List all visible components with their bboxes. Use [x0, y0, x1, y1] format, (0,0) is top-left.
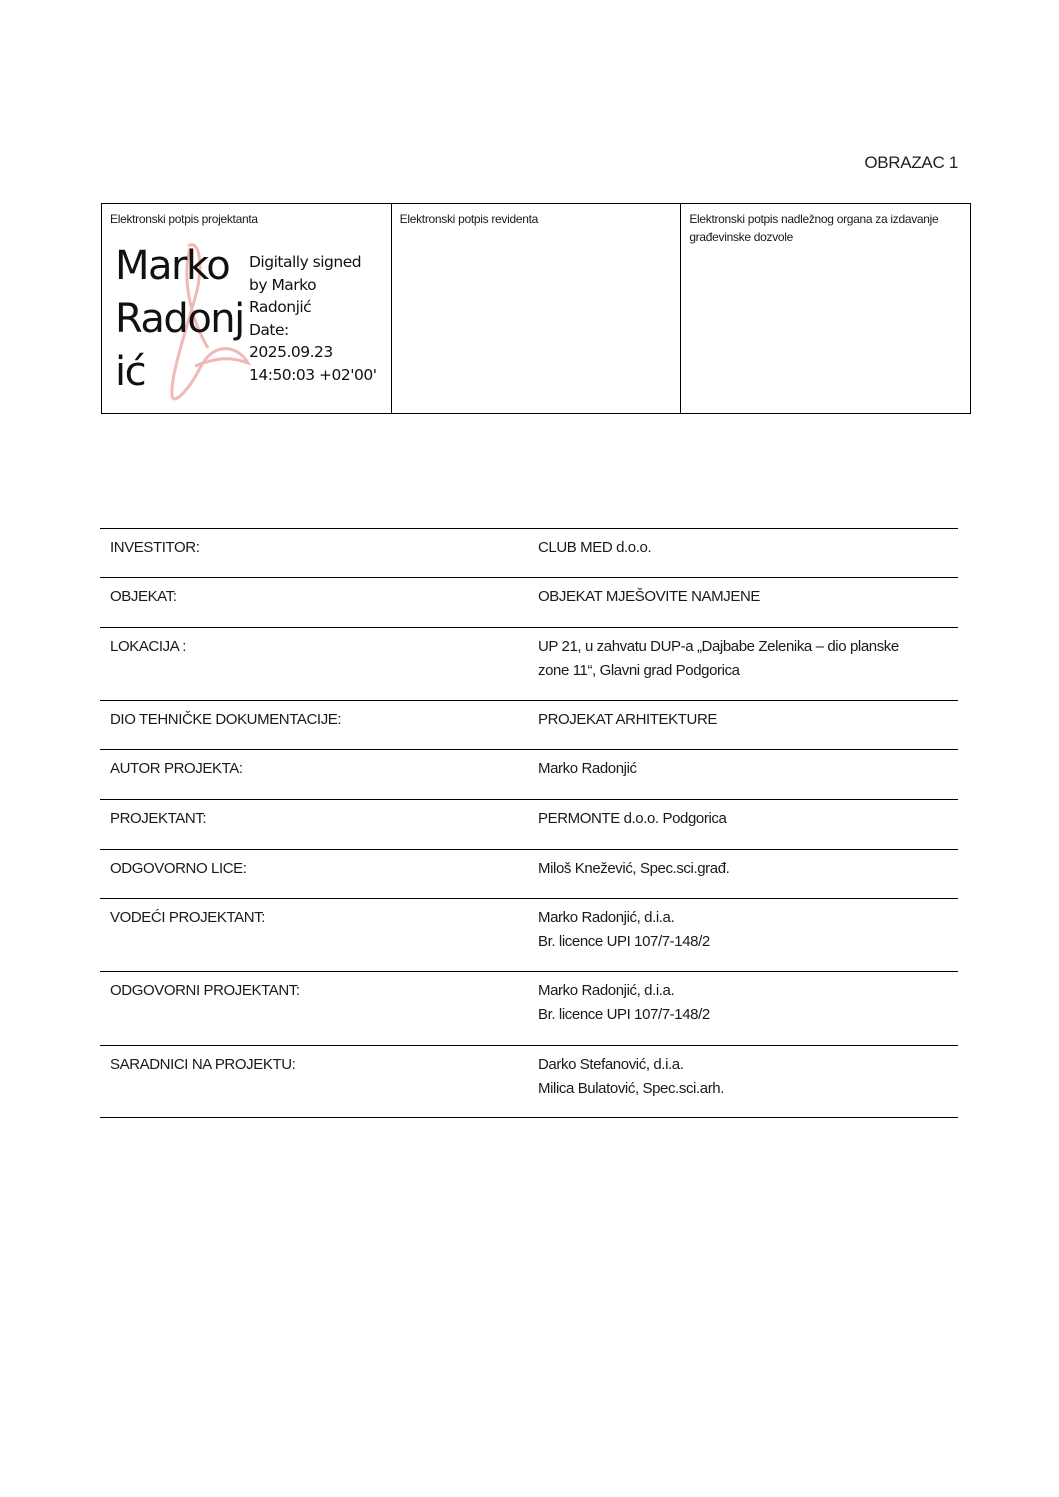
row-value: [528, 800, 958, 850]
table-row: [100, 972, 958, 1046]
row-value: [528, 972, 958, 1046]
table-row: [100, 899, 958, 972]
designer-signature-details: [249, 251, 389, 386]
row-label: AUTOR PROJEKTA:: [110, 760, 243, 777]
table-row: [100, 628, 958, 701]
table-row: [100, 1046, 958, 1118]
row-value-line: Br. licence UPI 107/7-148/2: [538, 933, 710, 950]
table-row: [100, 750, 958, 800]
signature-detail-line: Digitally signed: [249, 253, 362, 271]
row-value-line: Marko Radonjić, d.i.a.: [538, 909, 675, 926]
row-label: ODGOVORNO LICE:: [110, 860, 247, 877]
row-value-line: zone 11“, Glavni grad Podgorica: [538, 662, 740, 679]
row-label: ODGOVORNI PROJEKTANT:: [110, 982, 300, 999]
table-row: [100, 850, 958, 899]
row-label: OBJEKAT:: [110, 588, 177, 605]
row-value: [528, 899, 958, 972]
row-label: LOKACIJA :: [110, 638, 187, 655]
signature-table: [101, 203, 971, 414]
row-value: [528, 628, 958, 701]
form-code: OBRAZAC 1: [864, 153, 958, 172]
signature-detail-line: Radonjić: [249, 298, 312, 316]
row-label: PROJEKTANT:: [110, 810, 207, 827]
reviewer-signature-cell: [391, 204, 681, 414]
row-value-line: UP 21, u zahvatu DUP-a „Dajbabe Zelenika – dio planske: [538, 638, 899, 655]
row-value: [528, 1046, 958, 1118]
signature-detail-line: by Marko: [249, 275, 317, 294]
row-value: [528, 850, 958, 899]
designer-signature-name: Marko Radonjić: [115, 243, 244, 395]
row-value-line: Br. licence UPI 107/7-148/2: [538, 1006, 710, 1023]
row-value: [528, 701, 958, 750]
row-value-line: Miloš Knežević, Spec.sci.građ.: [538, 860, 730, 877]
table-row: [100, 701, 958, 750]
designer-signature-cell: [102, 204, 392, 414]
row-value-line: PERMONTE d.o.o. Podgorica: [538, 810, 727, 827]
reviewer-signature-label: Elektronski potpis revidenta: [399, 212, 538, 226]
row-value-line: OBJEKAT MJEŠOVITE NAMJENE: [538, 588, 760, 605]
row-value-line: PROJEKAT ARHITEKTURE: [538, 711, 717, 728]
table-row: [100, 800, 958, 850]
authority-signature-cell: [681, 204, 971, 414]
table-row: [100, 578, 958, 628]
row-label: DIO TEHNIČKE DOKUMENTACIJE:: [110, 711, 342, 728]
row-label: SARADNICI NA PROJEKTU:: [110, 1056, 296, 1073]
signature-detail-line: Date:: [249, 320, 289, 339]
row-value: [528, 529, 958, 578]
row-value-line: CLUB MED d.o.o.: [538, 539, 652, 556]
row-value: [528, 750, 958, 800]
row-value-line: Milica Bulatović, Spec.sci.arh.: [538, 1080, 725, 1097]
row-value-line: Darko Stefanović, d.i.a.: [538, 1056, 684, 1073]
designer-signature-label: Elektronski potpis projektanta: [110, 212, 258, 226]
row-label: VODEĆI PROJEKTANT:: [110, 909, 266, 926]
row-value-line: Marko Radonjić, d.i.a.: [538, 982, 675, 999]
row-value: [528, 578, 958, 628]
row-value-line: Marko Radonjić: [538, 760, 637, 777]
row-label: INVESTITOR:: [110, 539, 200, 556]
authority-signature-label: Elektronski potpis nadležnog organa za izdavanje građevinske dozvole: [689, 212, 939, 244]
project-info-table: [100, 528, 958, 1118]
table-row: [100, 529, 958, 578]
signature-detail-line: 2025.09.23: [249, 343, 333, 361]
signature-detail-line: 14:50:03 +02'00': [249, 365, 377, 384]
